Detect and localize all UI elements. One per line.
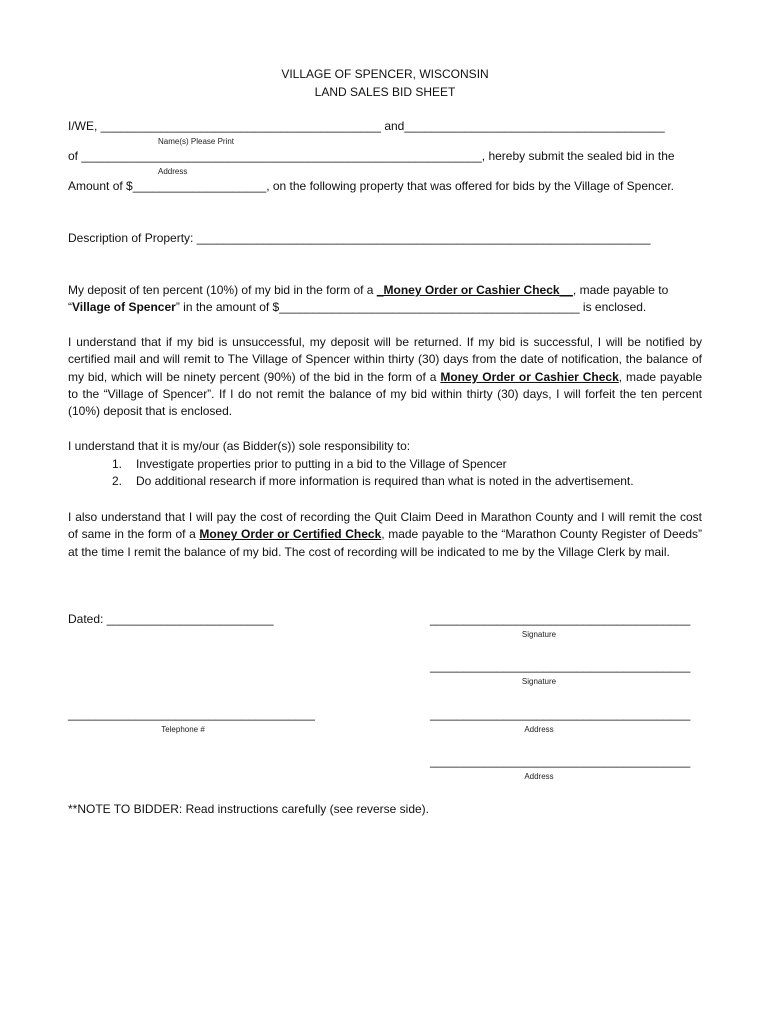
names-row bbox=[68, 118, 665, 135]
list-number: 1. bbox=[112, 457, 123, 471]
telephone-label: Telephone # bbox=[161, 725, 205, 734]
responsibility-item bbox=[112, 473, 634, 490]
dated-label: Dated: bbox=[68, 612, 107, 626]
signer-address-label-2: Address bbox=[524, 772, 554, 781]
deposit-method: Money Order or Cashier Check bbox=[383, 283, 560, 297]
name-field-2[interactable]: _______________________________________ bbox=[404, 119, 665, 133]
signature-label-1: Signature bbox=[521, 630, 557, 639]
recording-paragraph bbox=[68, 509, 702, 561]
deposit-blank-post: __ bbox=[559, 283, 573, 297]
deposit-amount-text: ” in the amount of $ bbox=[175, 300, 280, 314]
address-field[interactable]: ____________________________________________________________ bbox=[81, 149, 482, 163]
amount-field[interactable]: ____________________ bbox=[132, 179, 267, 193]
description-row bbox=[68, 230, 651, 247]
signature-line-1[interactable]: _______________________________________ bbox=[430, 612, 691, 626]
unsuccessful-text-1: I understand that if my bid is unsuccessful, my deposit will be returned. If my bid is successful, I will be notified by certified mail and will remit to The Village of Spencer within thirty (30) days from the date of notification, the balance of my bid, which will be ninety percent (90%) of the bid in the form of a bbox=[68, 335, 702, 384]
unsuccessful-paragraph bbox=[68, 334, 702, 420]
note-to-bidder: **NOTE TO BIDDER: Read instructions carefully (see reverse side). bbox=[68, 802, 430, 816]
dated-field[interactable]: _________________________ bbox=[106, 612, 274, 626]
deposit-line-2 bbox=[68, 299, 646, 316]
deposit-amount-field[interactable]: _____________________________________________ bbox=[279, 300, 580, 314]
signer-address-line-1[interactable]: _______________________________________ bbox=[430, 707, 691, 721]
deposit-enclosed-text: is enclosed. bbox=[579, 300, 647, 314]
names-prefix: I/WE, bbox=[68, 119, 101, 133]
deposit-blank-pre: _ bbox=[376, 283, 384, 297]
signature-line-2[interactable]: _______________________________________ bbox=[430, 659, 691, 673]
list-text: Do additional research if more information is required than what is noted in the advertisement. bbox=[136, 474, 634, 488]
signer-address-label-1: Address bbox=[524, 725, 554, 734]
recording-method: Money Order or Certified Check bbox=[199, 527, 382, 542]
address-row bbox=[68, 148, 675, 165]
list-number: 2. bbox=[112, 474, 123, 488]
address-caption: Address bbox=[158, 167, 188, 176]
amount-paragraph bbox=[68, 178, 702, 195]
signature-label-2: Signature bbox=[521, 677, 557, 686]
list-text: Investigate properties prior to putting in a bid to the Village of Spencer bbox=[136, 457, 507, 471]
deposit-line-1 bbox=[68, 282, 668, 299]
dated-row bbox=[68, 612, 274, 626]
deposit-payable-text: , made payable to bbox=[572, 283, 669, 297]
description-prefix: Description of Property: bbox=[68, 231, 197, 245]
telephone-line[interactable]: _____________________________________ bbox=[68, 707, 315, 721]
names-caption: Name(s) Please Print bbox=[158, 137, 235, 146]
address-suffix: , hereby submit the sealed bid in the bbox=[481, 149, 675, 163]
responsibility-item bbox=[112, 456, 507, 473]
address-prefix: of bbox=[68, 149, 82, 163]
document-subtitle: LAND SALES BID SHEET bbox=[314, 85, 456, 99]
name-field-1[interactable]: __________________________________________ bbox=[100, 119, 381, 133]
quote-open: “ bbox=[68, 300, 72, 314]
deposit-text: My deposit of ten percent (10%) of my bid in the form of a bbox=[68, 283, 377, 297]
balance-method: Money Order or Cashier Check bbox=[440, 369, 619, 384]
unsuccessful-text-2: , made payable to the “Village of Spencer”. If I do not remit the balance of my bid within thirty (30) days, I will forfeit the ten percent (10%) deposit that is enclosed. bbox=[68, 369, 703, 419]
amount-prefix: Amount of $ bbox=[68, 179, 133, 193]
deposit-payee: Village of Spencer bbox=[72, 300, 176, 314]
description-field[interactable]: ____________________________________________________________________ bbox=[196, 231, 651, 245]
names-and: and bbox=[380, 119, 405, 133]
recording-text-1: I also understand that I will pay the cost of recording the Quit Claim Deed in Marathon County and I will remit the cost of same in the form of a bbox=[68, 510, 702, 542]
document-title: VILLAGE OF SPENCER, WISCONSIN bbox=[281, 67, 489, 81]
responsibility-intro: I understand that it is my/our (as Bidder(s)) sole responsibility to: bbox=[68, 439, 411, 453]
amount-suffix: , on the following property that was offered for bids by the Village of Spencer. bbox=[266, 179, 675, 193]
recording-text-2: , made payable to the “Marathon County Register of Deeds” at the time I remit the balance of my bid. The cost of recording will be indicated to me by the Village Clerk by mail. bbox=[68, 527, 702, 559]
signer-address-line-2[interactable]: _______________________________________ bbox=[430, 754, 691, 768]
